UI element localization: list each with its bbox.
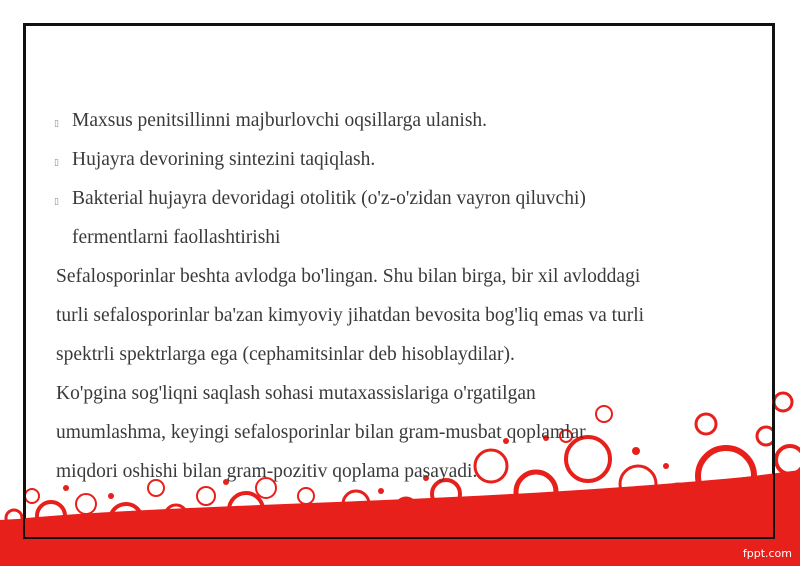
bullet-marker-icon: ▯ [54, 158, 59, 168]
bullet-continuation: fermentlarni faollashtirishi [72, 227, 281, 248]
bullet-marker-icon: ▯ [54, 197, 59, 207]
watermark: fppt.com [742, 547, 792, 560]
paragraph-line: umumlashma, keyingi sefalosporinlar bilan gram-musbat qoplamlar [56, 422, 586, 443]
paragraph-line: spektrli spektrlarga ega (cephamitsinlar deb hisoblaydilar). [56, 344, 515, 365]
paragraph-line: miqdori oshishi bilan gram-pozitiv qoplama pasayadi. [56, 461, 478, 482]
bullet-text: Maxsus penitsillinni majburlovchi oqsillarga ulanish. [72, 110, 488, 131]
bullet-marker-icon: ▯ [54, 119, 59, 129]
paragraph-line: Sefalosporinlar beshta avlodga bo'lingan. Shu bilan birga, bir xil avloddagi [56, 266, 641, 287]
paragraph-line: Ko'pgina sog'liqni saqlash sohasi mutaxassislariga o'rgatilgan [56, 383, 536, 404]
bullet-text: Bakterial hujayra devoridagi otolitik (o'z-o'zidan vayron qiluvchi) [72, 188, 586, 209]
paragraph-line: turli sefalosporinlar ba'zan kimyoviy jihatdan bevosita bog'liq emas va turli [56, 305, 645, 326]
bullet-text: Hujayra devorining sintezini taqiqlash. [72, 149, 376, 170]
